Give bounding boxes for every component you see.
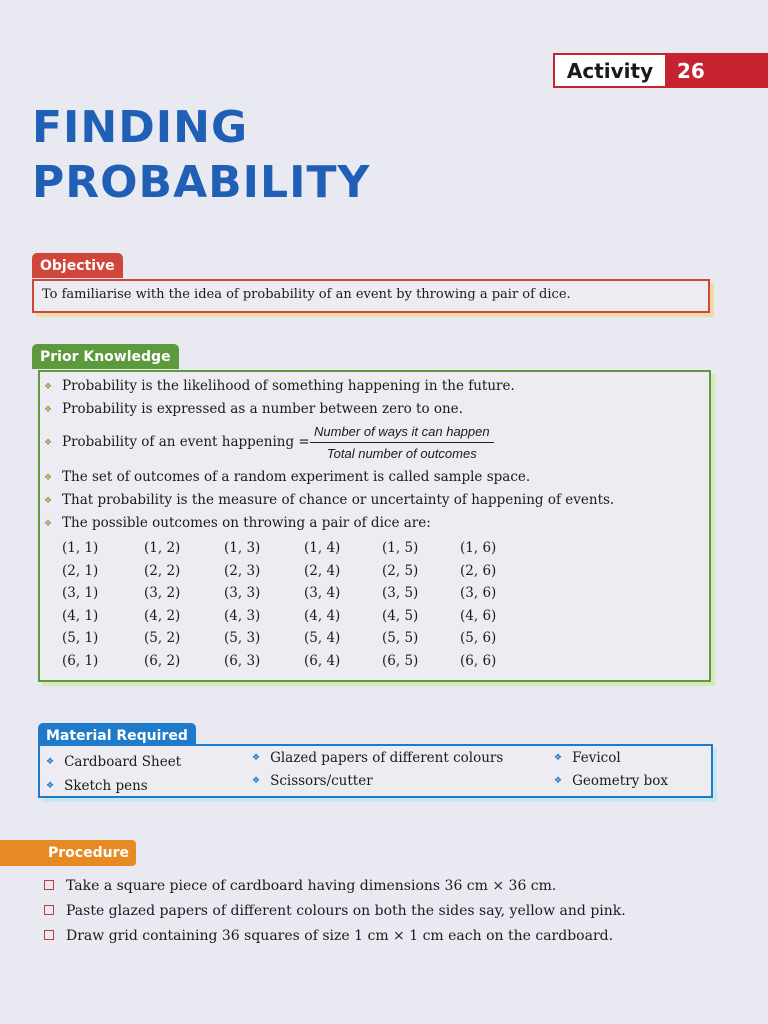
title-line-2: PROBABILITY	[32, 157, 371, 208]
diamond-bullet-icon: ❖	[44, 438, 53, 448]
outcome-cell: (3, 5)	[382, 585, 419, 602]
diamond-bullet-icon: ❖	[46, 781, 55, 791]
diamond-bullet-icon: ❖	[44, 473, 53, 483]
outcome-cell: (3, 4)	[304, 585, 341, 602]
material-item: ❖ Sketch pens	[46, 778, 148, 794]
prior-item: Probability is the likelihood of something happening in the future.	[62, 378, 515, 394]
outcome-cell: (5, 1)	[62, 630, 99, 647]
material-item: ❖ Glazed papers of different colours	[252, 750, 504, 766]
diamond-bullet-icon: ❖	[554, 776, 563, 786]
outcome-cell: (6, 3)	[224, 653, 261, 669]
outcome-cell: (5, 2)	[144, 630, 181, 647]
outcome-cell: (3, 6)	[460, 585, 497, 602]
material-heading: Material Required	[38, 723, 196, 748]
diamond-bullet-icon: ❖	[554, 753, 563, 763]
outcome-cell: (2, 3)	[224, 562, 261, 579]
activity-label: Activity	[555, 55, 665, 86]
outcome-cell: (1, 4)	[304, 540, 341, 556]
outcome-cell: (2, 2)	[144, 562, 181, 579]
checkbox-icon	[44, 930, 54, 940]
outcome-cell: (3, 3)	[224, 585, 261, 602]
prior-knowledge-box	[38, 370, 711, 682]
material-box	[38, 744, 713, 798]
material-item: ❖ Cardboard Sheet	[46, 754, 182, 770]
probability-fraction	[310, 424, 494, 461]
outcome-cell: (6, 2)	[144, 653, 181, 669]
checkbox-icon	[44, 880, 54, 890]
page-title	[32, 100, 370, 210]
material-item: ❖ Geometry box	[554, 773, 668, 789]
diamond-bullet-icon: ❖	[44, 382, 53, 392]
checkbox-icon	[44, 905, 54, 915]
material-item: ❖ Fevicol	[554, 750, 621, 766]
outcome-cell: (4, 3)	[224, 607, 261, 624]
objective-heading: Objective	[32, 253, 123, 278]
prior-item: Probability is expressed as a number between zero to one.	[62, 401, 463, 417]
prior-item: The set of outcomes of a random experiment is called sample space.	[62, 469, 531, 485]
outcome-cell: (4, 4)	[304, 607, 341, 624]
outcome-cell: (6, 4)	[304, 653, 341, 669]
outcome-cell: (1, 2)	[144, 540, 181, 556]
outcome-cell: (5, 6)	[460, 630, 497, 647]
outcome-cell: (2, 1)	[62, 562, 99, 579]
outcome-cell: (3, 2)	[144, 585, 181, 602]
prior-item: Probability of an event happening =	[62, 434, 310, 450]
procedure-step: Take a square piece of cardboard having dimensions 36 cm × 36 cm.	[44, 878, 556, 894]
objective-text: To familiarise with the idea of probability of an event by throwing a pair of dice.	[42, 287, 571, 302]
procedure-step: Draw grid containing 36 squares of size 1 cm × 1 cm each on the cardboard.	[44, 928, 613, 944]
activity-badge	[553, 53, 768, 88]
diamond-bullet-icon: ❖	[252, 776, 261, 786]
outcome-cell: (1, 1)	[62, 540, 99, 556]
outcome-cell: (5, 3)	[224, 630, 261, 647]
outcome-cell: (2, 5)	[382, 562, 419, 579]
outcome-cell: (3, 1)	[62, 585, 99, 602]
objective-box	[32, 279, 710, 313]
fraction-denominator: Total number of outcomes	[326, 446, 477, 461]
diamond-bullet-icon: ❖	[44, 496, 53, 506]
outcome-cell: (1, 5)	[382, 540, 419, 556]
diamond-bullet-icon: ❖	[46, 757, 55, 767]
fraction-numerator: Number of ways it can happen	[310, 424, 494, 443]
outcome-cell: (5, 5)	[382, 630, 419, 647]
prior-item: That probability is the measure of chance or uncertainty of happening of events.	[62, 492, 615, 508]
outcome-cell: (6, 1)	[62, 653, 99, 669]
diamond-bullet-icon: ❖	[252, 753, 261, 763]
material-item: ❖ Scissors/cutter	[252, 773, 373, 789]
activity-number: 26	[677, 58, 705, 83]
title-line-1: FINDING	[32, 102, 249, 153]
outcome-cell: (1, 3)	[224, 540, 261, 556]
outcome-cell: (4, 2)	[144, 607, 181, 624]
outcome-cell: (4, 1)	[62, 607, 99, 624]
diamond-bullet-icon: ❖	[44, 405, 53, 415]
outcome-cell: (4, 6)	[460, 607, 497, 624]
outcome-cell: (1, 6)	[460, 540, 497, 556]
outcome-cell: (6, 5)	[382, 653, 419, 669]
outcome-cell: (5, 4)	[304, 630, 341, 647]
procedure-step: Paste glazed papers of different colours on both the sides say, yellow and pink.	[44, 903, 626, 919]
prior-knowledge-heading: Prior Knowledge	[32, 344, 179, 369]
outcome-cell: (2, 4)	[304, 562, 341, 579]
procedure-heading: Procedure	[0, 840, 136, 866]
outcome-cell: (2, 6)	[460, 562, 497, 579]
diamond-bullet-icon: ❖	[44, 519, 53, 529]
outcome-cell: (6, 6)	[460, 653, 497, 669]
outcome-cell: (4, 5)	[382, 607, 419, 624]
prior-item: The possible outcomes on throwing a pair of dice are:	[62, 515, 431, 531]
